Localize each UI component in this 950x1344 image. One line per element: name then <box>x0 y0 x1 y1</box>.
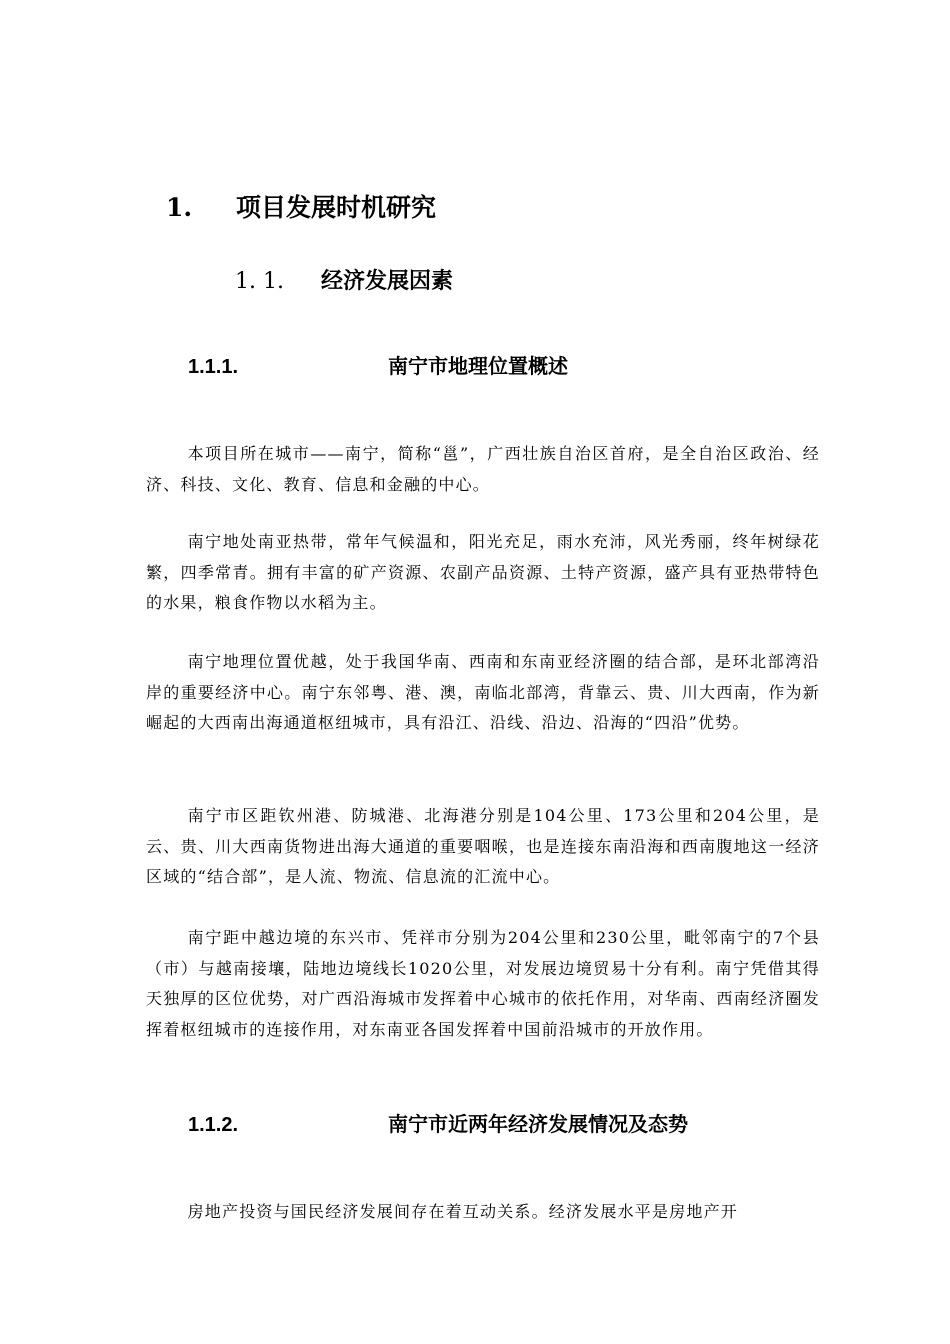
paragraph: 南宁距中越边境的东兴市、凭祥市分别为204公里和230公里，毗邻南宁的7个县（市）与越南接壤，陆地边境线长1020公里，对发展边境贸易十分有利。南宁凭借其得天独厚的区位优势，对广西沿海城市发挥着中心城市的依托作用，对华南、西南经济圈发挥着枢纽城市的连接作用，对东南亚各国发挥着中国前沿城市的开放作用。 <box>146 928 820 1039</box>
section-number: 1. 1. <box>235 269 284 294</box>
subsection-title: 南宁市近两年经济发展情况及态势 <box>388 1114 688 1136</box>
chapter-heading <box>166 190 436 226</box>
section-title: 经济发展因素 <box>321 268 454 294</box>
chapter-title: 项目发展时机研究 <box>236 193 437 222</box>
paragraph: 房地产投资与国民经济发展间存在着互动关系。经济发展水平是房地产开 <box>187 1202 738 1221</box>
subsection-heading-geography <box>188 351 568 383</box>
chapter-number: 1. <box>166 193 193 222</box>
paragraph: 南宁地处南亚热带，常年气候温和，阳光充足，雨水充沛，风光秀丽，终年树绿花繁，四季常青。拥有丰富的矿产资源、农副产品资源、土特产资源，盛产具有亚热带特色的水果，粮食作物以水稻为主。 <box>146 532 820 612</box>
section-heading <box>235 263 453 300</box>
paragraph: 本项目所在城市——南宁，简称“邕”，广西壮族自治区首府，是全自治区政治、经济、科技、文化、教育、信息和金融的中心。 <box>146 444 820 494</box>
subsection-heading-economy <box>188 1109 688 1141</box>
subsection-number: 1.1.2. <box>188 1114 239 1136</box>
subsection-number: 1.1.1. <box>188 356 239 378</box>
paragraph: 南宁市区距钦州港、防城港、北海港分别是104公里、173公里和204公里，是云、贵、川大西南货物进出海大通道的重要咽喉，也是连接东南沿海和西南腹地这一经济区域的“结合部”，是人流、物流、信息流的汇流中心。 <box>146 806 820 886</box>
subsection-title: 南宁市地理位置概述 <box>388 356 568 378</box>
paragraph: 南宁地理位置优越，处于我国华南、西南和东南亚经济圈的结合部，是环北部湾沿岸的重要经济中心。南宁东邻粤、港、澳，南临北部湾，背靠云、贵、川大西南，作为新崛起的大西南出海通道枢纽城市，具有沿江、沿线、沿边、沿海的“四沿”优势。 <box>146 652 820 732</box>
